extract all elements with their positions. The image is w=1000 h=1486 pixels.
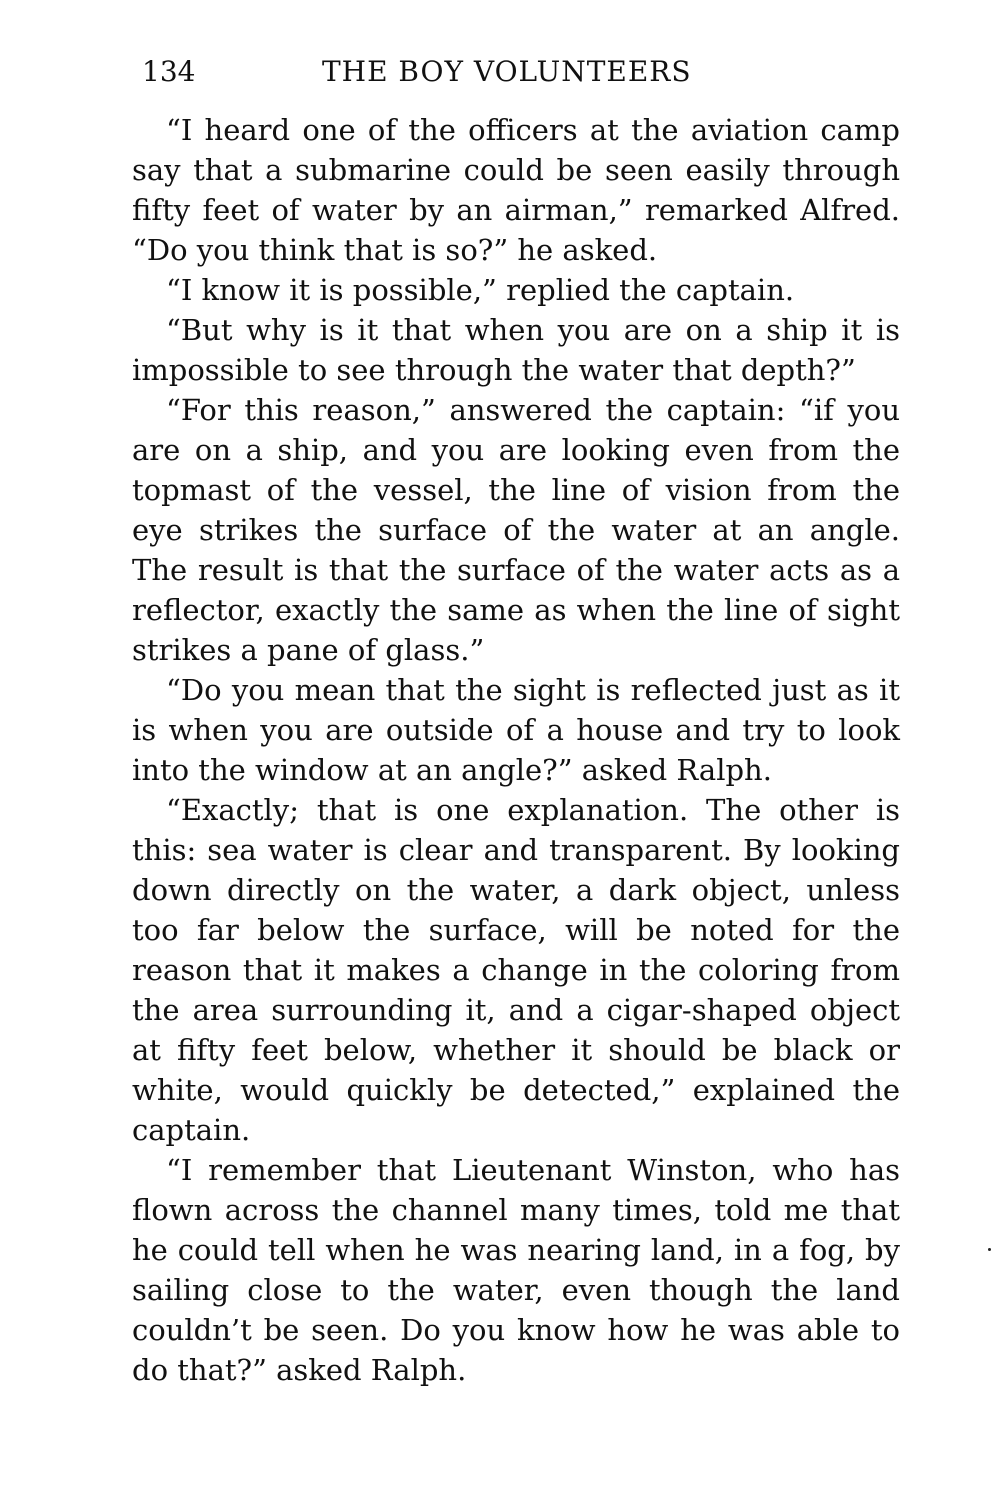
paragraph: “But why is it that when you are on a ship it is impossible to see through the water that depth?” xyxy=(132,313,900,387)
paragraph: “I heard one of the officers at the aviation camp say that a submarine could be seen easily through fifty feet of water by an airman,” remarked Alfred. “Do you think that is so?” he asked. xyxy=(132,113,900,267)
running-head xyxy=(132,52,900,92)
paragraph: “For this reason,” answered the captain: “if you are on a ship, and you are looking even from the topmast of the vessel, the line of vision from the eye strikes the surface of the water at an angle. The result is that the surface of the water acts as a reflector, exactly the same as when the line of sight strikes a pane of glass.” xyxy=(132,393,900,667)
body-text xyxy=(132,110,900,1390)
paragraph: “I know it is possible,” replied the captain. xyxy=(166,273,795,307)
scan-speck xyxy=(988,1248,991,1251)
page-number: 134 xyxy=(142,55,196,88)
paragraph: “Do you mean that the sight is reflected just as it is when you are outside of a house and try to look into the window at an angle?” asked Ralph. xyxy=(132,673,900,787)
book-page xyxy=(132,52,900,1390)
paragraph: “I remember that Lieutenant Winston, who has flown across the channel many times, told me that he could tell when he was nearing land, in a fog, by sailing close to the water, even though the land couldn’t be seen. Do you know how he was able to do that?” asked Ralph. xyxy=(132,1153,900,1387)
book-title: THE BOY VOLUNTEERS xyxy=(322,55,692,88)
paragraph: “Exactly; that is one explanation. The other is this: sea water is clear and transparent. By looking down directly on the water, a dark object, unless too far below the surface, will be noted for the reason that it makes a change in the coloring from the area surrounding it, and a cigar-shaped object at fifty feet below, whether it should be black or white, would quickly be detected,” explained the captain. xyxy=(132,793,900,1147)
